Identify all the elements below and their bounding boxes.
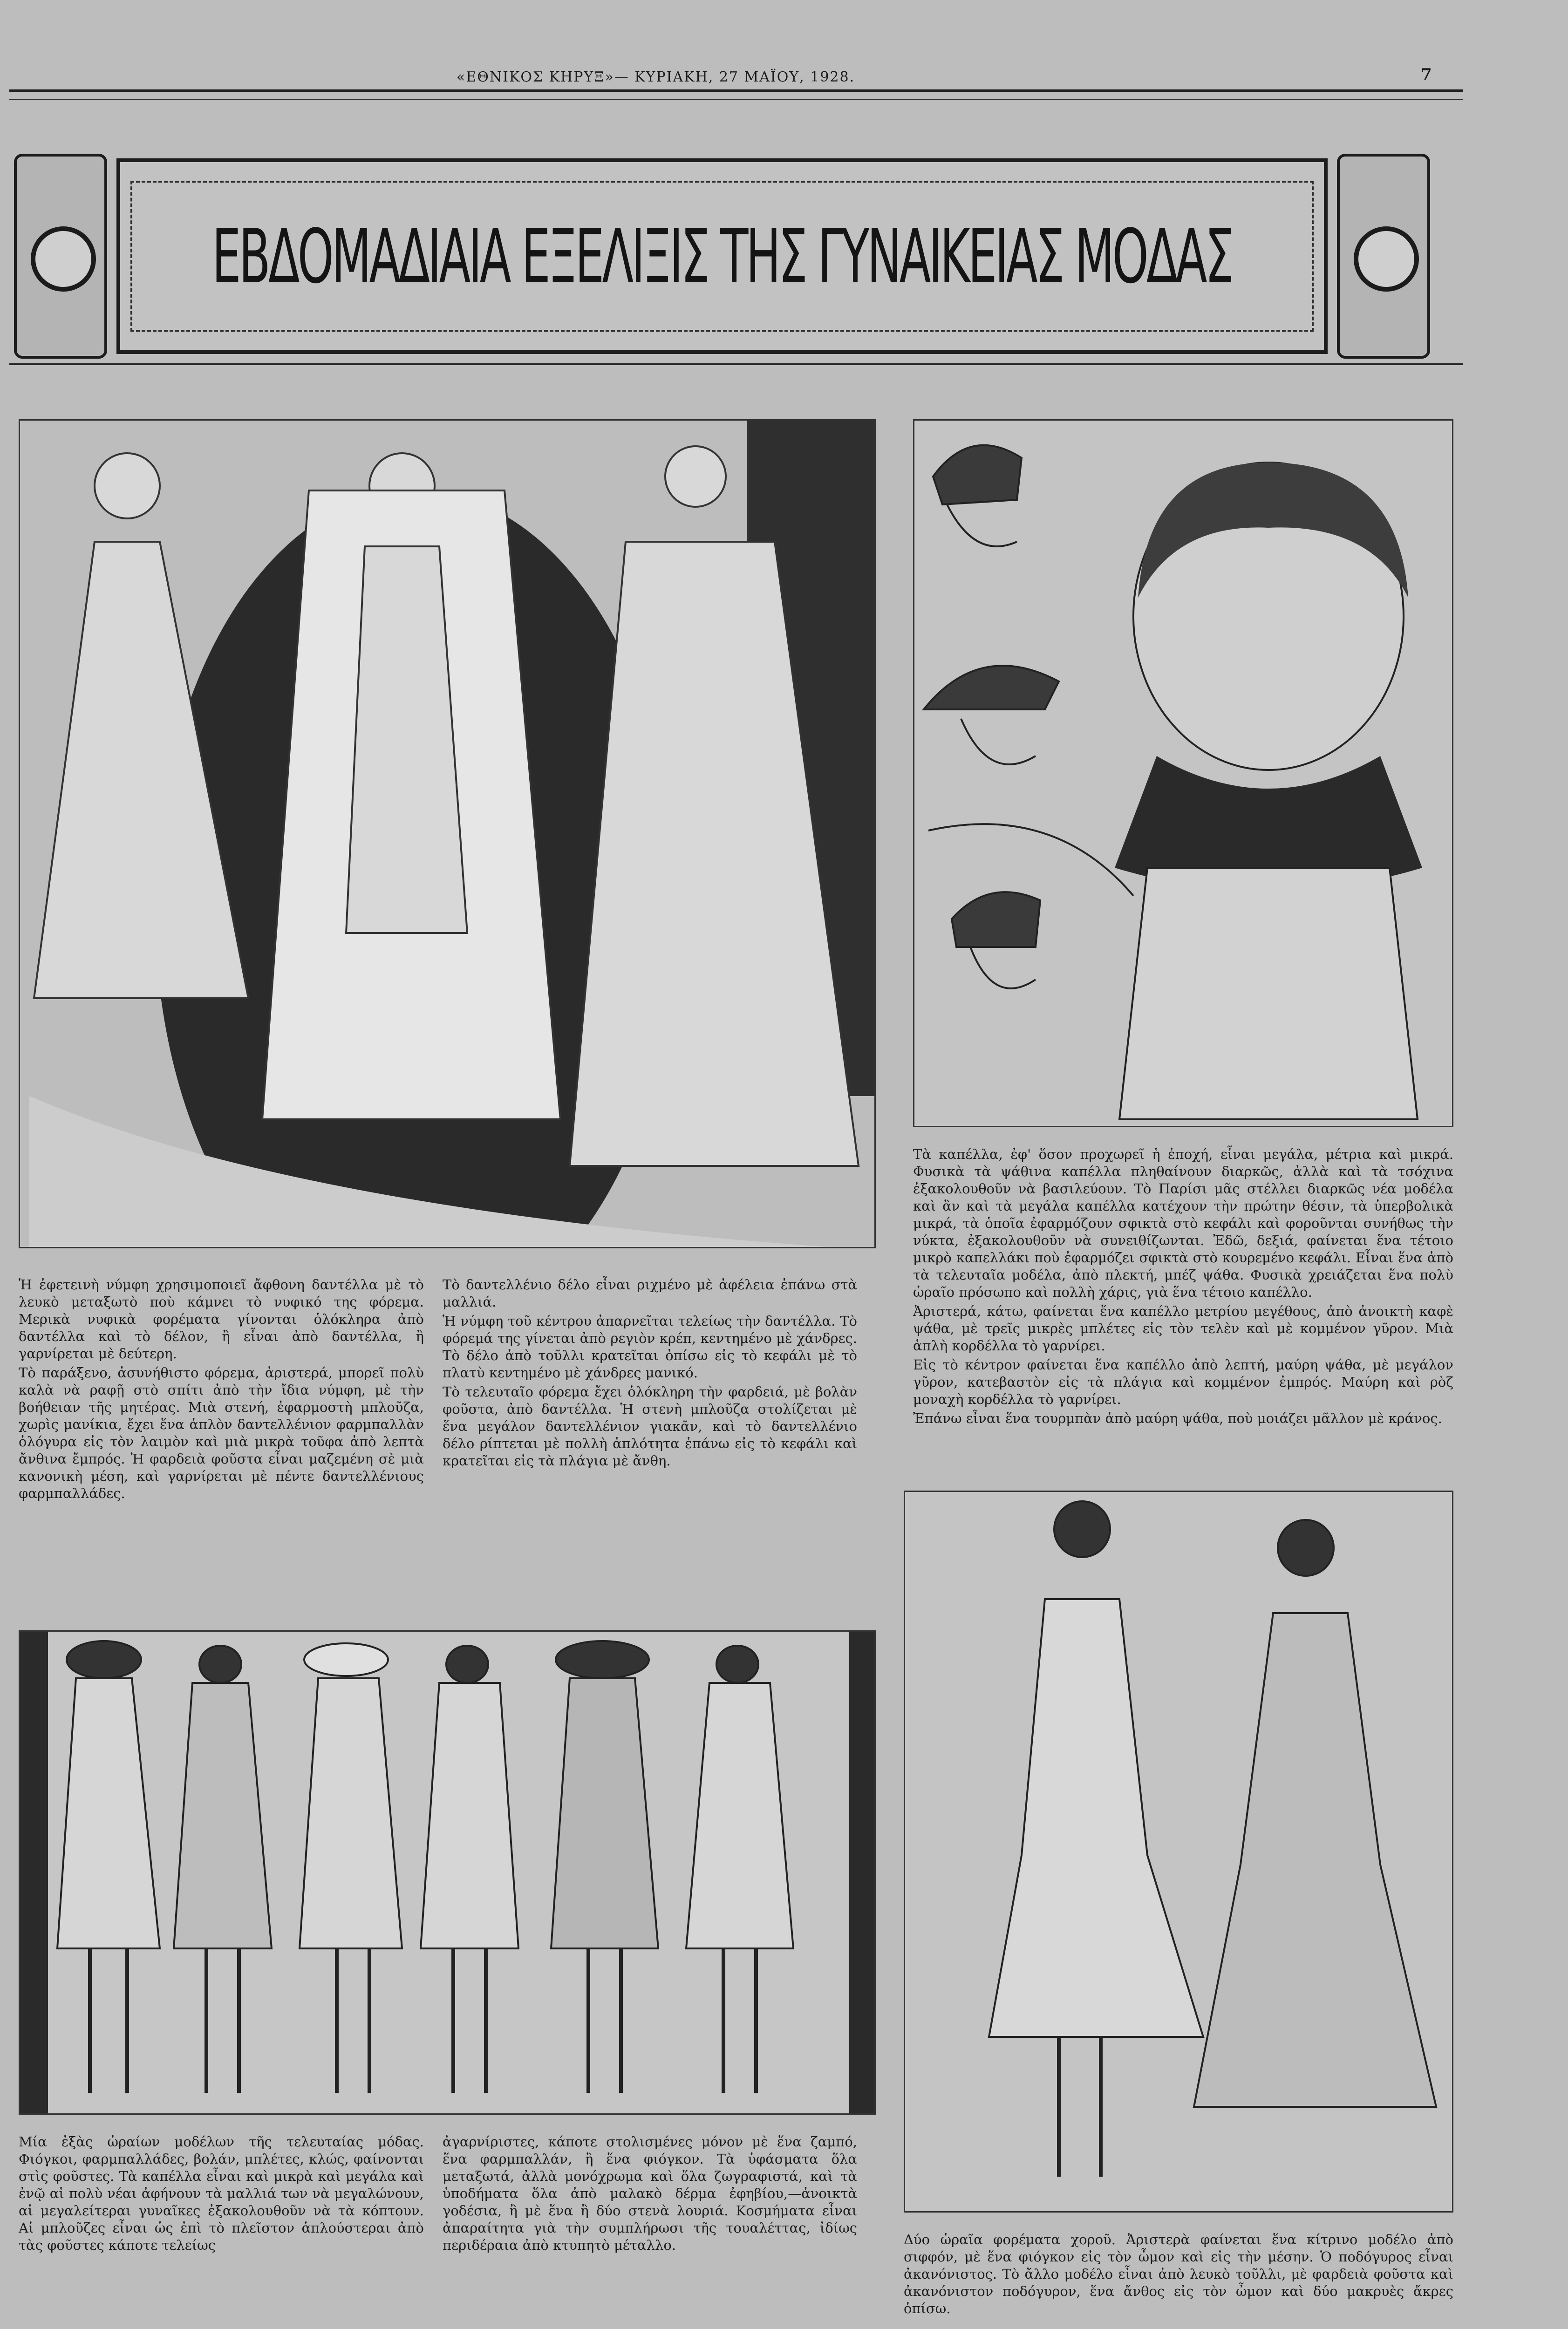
bridal-caption-left xyxy=(19,1276,424,1504)
hats-illustration xyxy=(913,419,1453,1127)
page-number: 7 xyxy=(1421,65,1433,84)
hat-models-drawing xyxy=(914,421,1453,1127)
banner-title: ΕΒΔΟΜΑΔΙΑΙΑ ΕΞΕΛΙΞΙΣ ΤΗΣ ΓΥΝΑΙΚΕΙΑΣ ΜΟΔΑΣ xyxy=(212,212,1232,300)
banner-ornament-left xyxy=(14,154,107,359)
hats-caption-p2: Ἀριστερά, κάτω, φαίνεται ἕνα καπέλλο μετρίου μεγέθους, ἀπὸ ἀνοικτὴ καφὲ ψάθα, μὲ τρεῖς μικρὲς μπλέτες εἰς τὸν τελὲν καὶ μὲ κομμένον γῦρον. Μιὰ ἁπλὴ κορδέλλα τὸ γαρνίρει. xyxy=(913,1303,1453,1354)
bridal-figures-illustration xyxy=(20,421,876,1248)
bridal-caption-right-p1: Τὸ δαντελλένιο δέλο εἶναι ριχμένο μὲ ἀφέλεια ἐπάνω στὰ μαλλιά. xyxy=(443,1277,857,1310)
bridal-caption-right-p3: Τὸ τελευταῖο φόρεμα ἔχει ὁλόκληρη τὴν φαρδειά, μὲ βολὰν φοῦστα, ἀπὸ δαντέλλα. Ἡ στενὴ μπλοῦζα στολίζεται μὲ ἕνα μεγάλον δαντελλένιον γιακᾶν, καὶ τὸ δαντελλένιο δέλο ρίπτεται μὲ πολλὴ ἁπλότητα ἐπάνω εἰς τὸ κεφάλι καὶ κρατεῖται εἰς τὰ πλάγια μὲ ἄνθη. xyxy=(443,1384,857,1469)
top-rule-thin xyxy=(9,99,1463,100)
hats-caption xyxy=(913,1146,1453,1429)
bridal-caption-left-p1: Ἡ ἐφετεινὴ νύμφη χρησιμοποιεῖ ἄφθονη δαντέλλα μὲ τὸ λευκὸ μεταξωτὸ ποὺ κάμνει τὸ νυφικό της φόρεμα. Μερικὰ νυφικὰ φορέματα γίνονται ὁλόκληρα ἀπὸ δαντέλλα καὶ τὸ δέλον, ἢ εἶναι ἀπὸ δαντέλλα, ἢ γαρνίρεται μὲ δεύτερη. xyxy=(19,1277,424,1362)
banner-ornament-right xyxy=(1337,154,1430,359)
top-rule xyxy=(9,89,1463,92)
six-models-illustration xyxy=(19,1630,876,2115)
banner-rule xyxy=(9,363,1463,365)
evening-dresses-drawing xyxy=(905,1492,1453,2213)
evening-caption: Δύο ὡραῖα φορέματα χοροῦ. Ἀριστερὰ φαίνεται ἕνα κίτρινο μοδέλο ἀπὸ σιφφόν, μὲ ἕνα φιόγκον εἰς τὸν ὦμον καὶ εἰς τὴν μέσην. Ὁ ποδόγυρος εἶναι ἀκανόνιστος. Τὸ ἄλλο μοδέλο εἶναι ἀπὸ λευκὸ τοῦλλι, μὲ φαρδειὰ φοῦστα καὶ ἀκανόνιστον ποδόγυρον, ἕνα ἄνθος εἰς τὸν ὦμον καὶ δύο μακρυὲς ἄκρες ὀπίσω. xyxy=(904,2232,1453,2316)
bridal-photo-composite xyxy=(19,419,876,1248)
banner-inner xyxy=(130,181,1314,332)
banner xyxy=(116,158,1328,354)
evening-dresses-illustration xyxy=(904,1491,1453,2213)
bridal-caption-right xyxy=(443,1276,857,1471)
bridal-caption-right-p2: Ἡ νύμφη τοῦ κέντρου ἀπαρνεῖται τελείως τὴν δαντέλλα. Τὸ φόρεμά της γίνεται ἀπὸ ρεγιὸν κρέπ, κεντημένο μὲ χάνδρες. Τὸ δέλο ἀπὸ τοῦλλι κρατεῖται ὀπίσω εἰς τὸ κεφάλι μὲ τὸ πλατὺ κεντημένο μὲ χάνδρες μανικό. xyxy=(443,1313,857,1381)
ornament-circle-icon xyxy=(1354,226,1419,292)
bridal-caption-left-p2: Τὸ παράξενο, ἀσυνήθιστο φόρεμα, ἀριστερά, μπορεῖ πολὺ καλὰ νὰ ραφῇ στὸ σπίτι ἀπὸ τὴν ἴδια νύμφη, μὲ τὴν βοήθειαν τῆς μητέρας. Μιὰ στενή, ἐφαρμοστὴ μπλοῦζα, χωρὶς μανίκια, ἔχει ἕνα ἁπλὸν δαντελλένιον φαρμπαλλὰν ὁλόγυρα εἰς τὸν λαιμὸν καὶ μιὰ μικρὰ τοῦφα ἀπὸ λεπτὰ ἄνθινα ἔμπρός. Ἡ φαρδειὰ φοῦστα εἶναι μαζεμένη σὲ μιὰ κανονικὴ μέση, καὶ γαρνίρεται μὲ πέντε δαντελλένιους φαρμπαλλάδες. xyxy=(19,1365,424,1501)
daywear-caption-left: Μία ἐξὰς ὡραίων μοδέλων τῆς τελευταίας μόδας. Φιόγκοι, φαρμπαλλάδες, βολάν, μπλέτες, κλώς, φαίνονται στὶς φοῦστες. Τὰ καπέλλα εἶναι καὶ μικρὰ καὶ μεγάλα καὶ ἐνῷ αἱ πολὺ νέαι ἀφήνουν τὰ μαλλιά των νὰ μεγαλώνουν, αἱ μεγαλείτεραι γυναῖκες ἐξακολουθοῦν νὰ τὰ κόπτουν. Αἱ μπλοῦζες εἶναι ὡς ἐπὶ τὸ πλεῖστον ἁπλούστεραι ἀπὸ τὰς φοῦστες κάποτε τελείως xyxy=(19,2134,424,2253)
six-models-drawing xyxy=(20,1632,876,2115)
hats-caption-p4: Ἐπάνω εἶναι ἕνα τουρμπὰν ἀπὸ μαύρη ψάθα, ποὺ μοιάζει μᾶλλον μὲ κράνος. xyxy=(913,1410,1442,1426)
daywear-caption-right: ἀγαρνίριστες, κάποτε στολισμένες μόνον μὲ ἕνα ζαμπό, ἕνα φαρμπαλλάν, ἢ ἕνα φιόγκον. Τὰ ὑφάσματα ὅλα μεταξωτά, ἀλλὰ μονόχρωμα καὶ ὅλα ζωγραφιστά, καὶ τὰ ὑποδήματα ὅλα ἀπὸ μαλακὸ δέρμα ἐφηβίου,—ἀνοικτὰ γοδέσια, ἢ μὲ ἕνα ἢ δύο στενὰ λουριά. Κοσμήματα εἶναι ἀπαραίτητα γιὰ τὴν συμπλήρωσι τῆς τουαλέττας, ἰδίως περιδέραια ἀπὸ κτυπητὸ μέταλλο. xyxy=(443,2134,857,2253)
hats-caption-p3: Εἰς τὸ κέντρον φαίνεται ἕνα καπέλλο ἀπὸ λεπτή, μαύρη ψάθα, μὲ μεγάλον γῦρον, κατεβαστὸν εἰς τὰ πλάγια καὶ κομμένον ἐμπρός. Μαύρη καὶ ρὸζ μοναχὴ κορδέλλα τὸ γαρνίρει. xyxy=(913,1357,1453,1407)
masthead: «ΕΘΝΙΚΟΣ ΚΗΡΥΞ»— ΚΥΡΙΑΚΗ, 27 ΜΑΪΟΥ, 1928. xyxy=(457,69,855,85)
hats-caption-p1: Τὰ καπέλλα, ἐφ' ὅσον προχωρεῖ ἡ ἐποχή, εἶναι μεγάλα, μέτρια καὶ μικρά. Φυσικὰ τὰ ψάθινα καπέλλα πληθαίνουν διαρκῶς, ἀλλὰ καὶ τὰ τσόχινα ἐξακολουθοῦν νὰ βασιλεύουν. Τὸ Παρίσι μᾶς στέλλει διαρκῶς νέα μοδέλα καὶ ἂν καὶ τὰ μεγάλα καπέλλα κατέχουν τὴν πρώτην θέσιν, τὰ ὑπερβολικὰ μικρά, τὰ ὁποῖα ἐφαρμόζουν σφικτὰ στὸ κεφάλι καὶ φοροῦνται συνήθως τὴν νύκτα, ἐξακολουθοῦν νὰ συνειθίζωνται. Ἐδῶ, δεξιά, φαίνεται ἕνα τέτοιο μικρὸ καπελλάκι ποὺ ἐφαρμόζει σφικτὰ στὸ κουρεμένο κεφάλι. Εἶναι ἕνα ἀπὸ τὰ τελευταῖα μοδέλα, ἀπὸ πλεκτή, μπέζ ψάθα. Φυσικὰ χρειάζεται ἕνα πολὺ ὡραῖο πρόσωπο καὶ πολλὴ χάρις, γιὰ ἕνα τέτοιο καπέλλο. xyxy=(913,1146,1453,1300)
ornament-circle-icon xyxy=(31,226,96,292)
